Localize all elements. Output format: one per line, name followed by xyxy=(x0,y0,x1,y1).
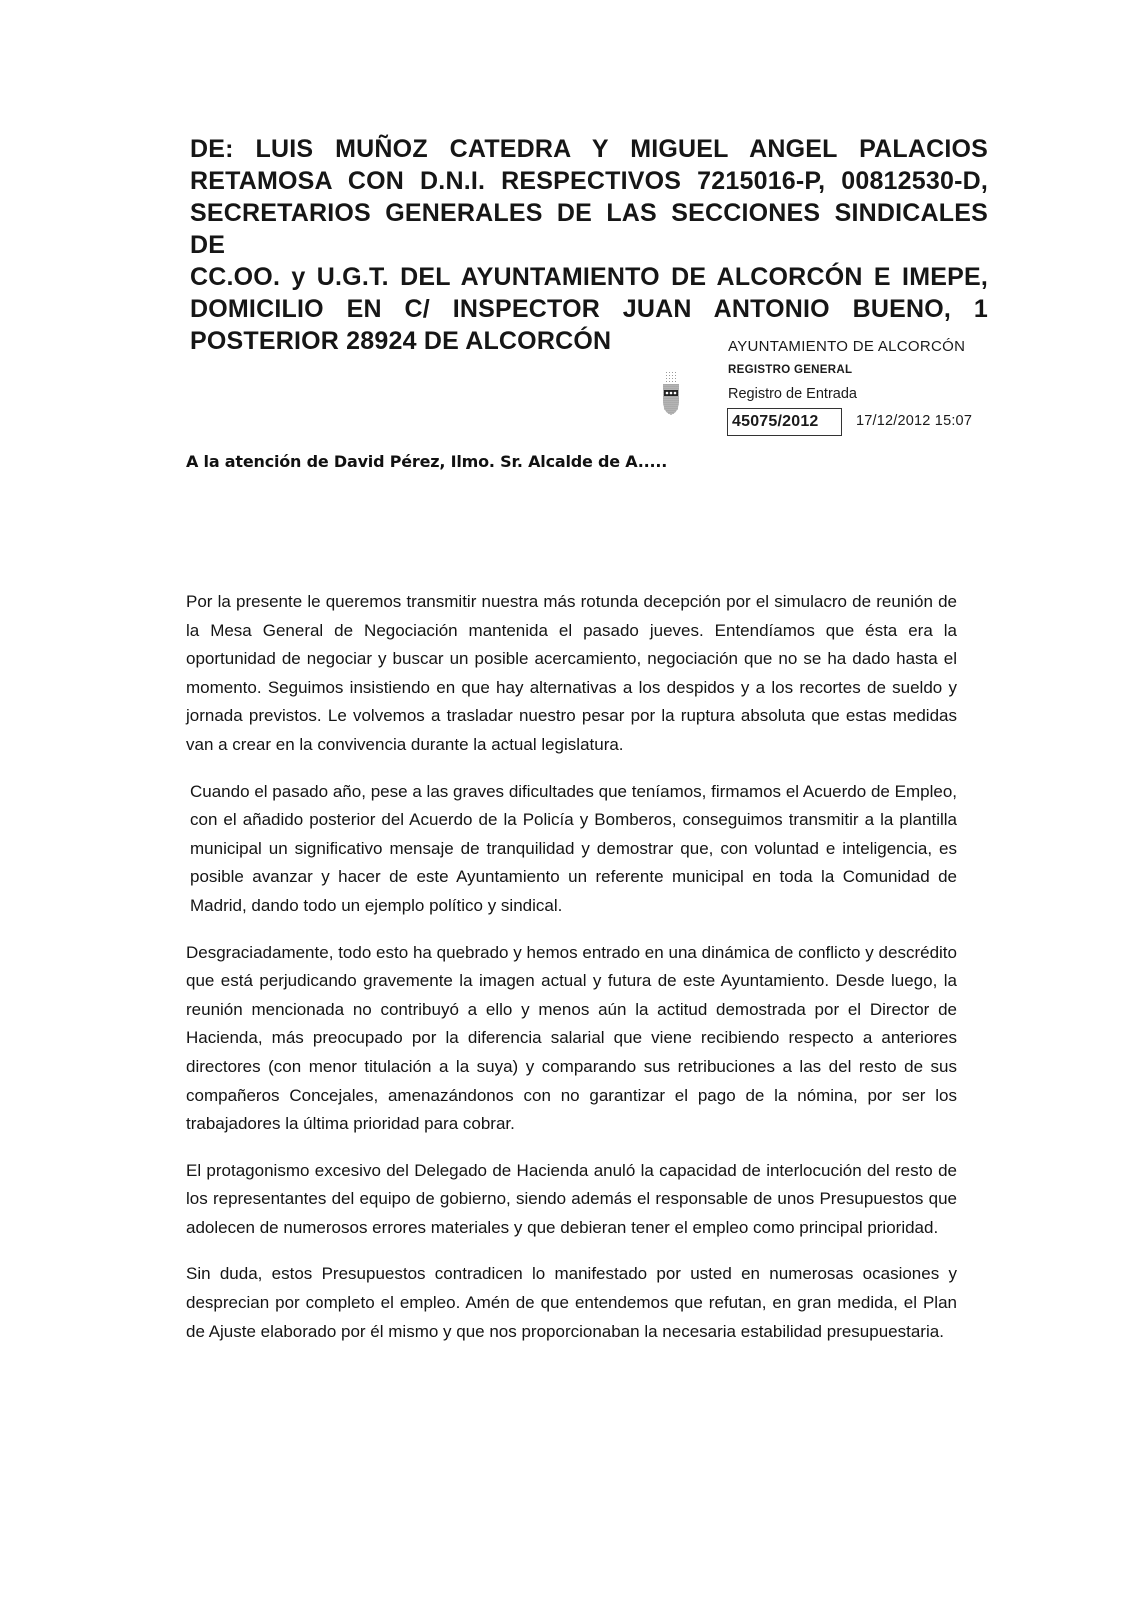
sender-header xyxy=(190,133,988,357)
body-paragraph: El protagonismo excesivo del Delegado de Hacienda anuló la capacidad de interlocución del resto de los representantes del equipo de gobierno, siendo además el responsable de unos Presupuestos que adolecen de numerosos errores materiales y que debieran tener el empleo como principal prioridad. xyxy=(186,1160,957,1237)
letter-body xyxy=(186,588,957,1364)
body-paragraph: Sin duda, estos Presupuestos contradicen lo manifestado por usted en numerosas ocasiones y desprecian por completo el empleo. Amén de que entendemos que refutan, en gran medida, el Plan de Ajuste elaborado por él mismo y que nos proporcionaban la necesaria estabilidad presupuestaria. xyxy=(186,1264,957,1341)
header-line: RETAMOSA CON D.N.I. RESPECTIVOS 7215016-P, 00812530-D, xyxy=(190,167,988,195)
registry-datetime: 17/12/2012 15:07 xyxy=(856,413,973,429)
registry-number: 45075/2012 xyxy=(727,408,842,436)
stamp-entry-type: Registro de Entrada xyxy=(728,386,857,402)
registry-stamp xyxy=(660,338,1000,448)
header-line: DOMICILIO EN C/ INSPECTOR JUAN ANTONIO BUENO, 1 xyxy=(190,295,988,323)
attention-line: A la atención de David Pérez, Ilmo. Sr. Alcalde de A..... xyxy=(186,452,668,471)
body-paragraph: Cuando el pasado año, pese a las graves dificultades que teníamos, firmamos el Acuerdo de Empleo, con el añadido posterior del Acuerdo de la Policía y Bomberos, conseguimos transmitir a la plantilla municipal un significativo mensaje de tranquilidad y demostrar que, con voluntad e inteligencia, es posible avanzar y hacer de este Ayuntamiento un referente municipal en toda la Comunidad de Madrid, dando todo un ejemplo político y sindical. xyxy=(190,781,957,915)
stamp-registry: REGISTRO GENERAL xyxy=(728,364,853,376)
body-paragraph: Por la presente le queremos transmitir nuestra más rotunda decepción por el simulacro de reunión de la Mesa General de Negociación mantenida el pasado jueves. Entendíamos que ésta era la oportunidad de negociar y buscar un posible acercamiento, negociación que no se ha dado hasta el momento. Seguimos insistiendo en que hay alternativas a los despidos y a los recortes de sueldo y jornada previstos. Le volvemos a trasladar nuestro pesar por la ruptura absoluta que estas medidas van a crear en la convivencia durante la actual legislatura. xyxy=(186,592,957,754)
body-paragraph: Desgraciadamente, todo esto ha quebrado y hemos entrado en una dinámica de conflicto y descrédito que está perjudicando gravemente la imagen actual y futura de este Ayuntamiento. Desde luego, la reunión mencionada no contribuyó a ello y menos aún la actitud demostrada por el Director de Hacienda, más preocupado por la diferencia salarial que viene recibiendo respecto a anteriores directores (con menor titulación a la suya) y comparando sus retribuciones a las del resto de sus compañeros Concejales, amenazándonos con no garantizar el pago de la nómina, por ser los trabajadores la última prioridad para cobrar. xyxy=(186,942,957,1134)
header-line: DE: LUIS MUÑOZ CATEDRA Y MIGUEL ANGEL PALACIOS xyxy=(190,135,988,163)
municipal-seal-icon xyxy=(662,368,680,416)
header-line: SECRETARIOS GENERALES DE LAS SECCIONES SINDICALES DE xyxy=(190,199,988,259)
header-line: CC.OO. y U.G.T. DEL AYUNTAMIENTO DE ALCORCÓN E IMEPE, xyxy=(190,263,988,291)
header-line: POSTERIOR 28924 DE ALCORCÓN xyxy=(190,327,612,355)
stamp-organization: AYUNTAMIENTO DE ALCORCÓN xyxy=(728,338,966,355)
